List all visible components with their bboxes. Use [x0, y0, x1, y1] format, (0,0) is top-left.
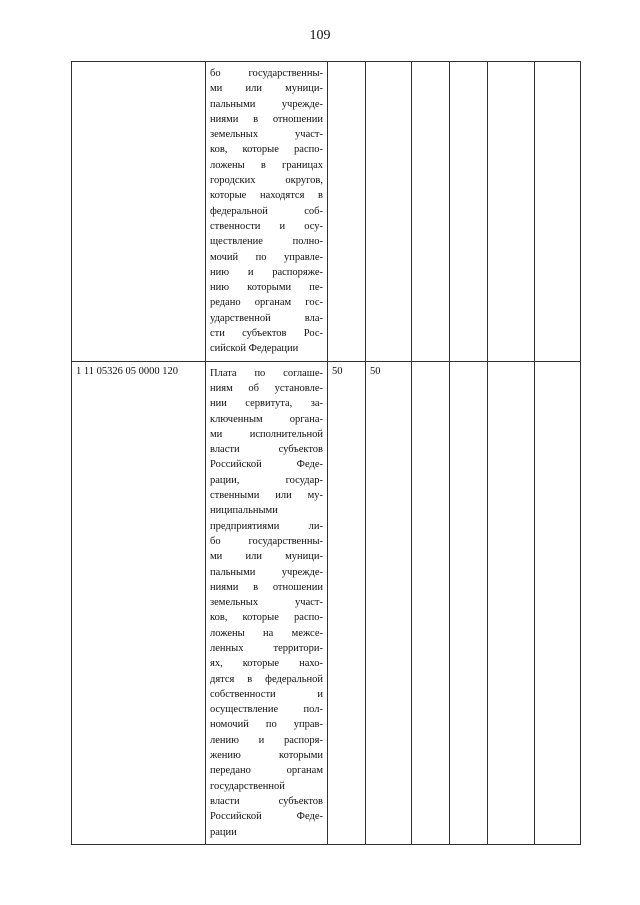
description-line: ях, которые нахо-	[210, 658, 323, 670]
description-line: предприятиями ли-	[210, 520, 323, 532]
description-line: нии сервитута, за-	[210, 398, 323, 410]
amount-cell	[328, 62, 366, 362]
description-line: ми или муници-	[210, 551, 323, 563]
description-line: мочий по управле-	[210, 251, 323, 263]
budget-code-cell: 1 11 05326 05 0000 120	[72, 361, 206, 844]
description-line: жению которыми	[210, 750, 323, 762]
description-line: власти субъектов	[210, 444, 323, 456]
description-line: нию и распоряже-	[210, 266, 323, 278]
description-line: ниями в отношении	[210, 581, 323, 593]
description-line: ниципальными	[210, 505, 278, 517]
amount-cell	[488, 361, 535, 844]
description-line: пальными учрежде-	[210, 98, 323, 110]
description-line: ниями в отношении	[210, 113, 323, 125]
description-line: номочий по управ-	[210, 719, 323, 731]
description-line: ниям об установле-	[210, 382, 323, 394]
amount-cell	[535, 62, 581, 362]
amount-cell: 50	[328, 361, 366, 844]
amount-cell	[450, 62, 488, 362]
description-line: ключенным органа-	[210, 413, 323, 425]
description-line: ложены на межсе-	[210, 627, 323, 639]
description-line: Плата по соглаше-	[210, 367, 323, 379]
description-line: Российской Феде-	[210, 459, 323, 471]
description-line: собственности и	[210, 688, 323, 700]
description-line: ударственной вла-	[210, 312, 323, 324]
amount-cell	[535, 361, 581, 844]
description-line: дятся в федеральной	[210, 673, 323, 685]
description-line: ков, которые распо-	[210, 612, 323, 624]
description-line: власти субъектов	[210, 795, 323, 807]
description-line: городских округов,	[210, 175, 323, 187]
amount-cell	[412, 62, 450, 362]
description-line: ществление полно-	[210, 236, 323, 248]
amount-cell	[488, 62, 535, 362]
description-line: ственности и осу-	[210, 220, 323, 232]
description-line: государственной	[210, 780, 285, 792]
description-line: ми исполнительной	[210, 428, 323, 440]
description-line: ственными или му-	[210, 490, 323, 502]
amount-cell: 50	[366, 361, 412, 844]
description-line: бо государственны-	[210, 68, 323, 79]
amount-cell	[412, 361, 450, 844]
description-line: лению и распоря-	[210, 734, 323, 746]
description-line: сти субъектов Рос-	[210, 328, 323, 340]
description-line: рации	[210, 826, 237, 838]
description-line: земельных участ-	[210, 129, 323, 141]
description-line: нию которыми пе-	[210, 282, 323, 294]
budget-table	[71, 61, 581, 845]
description-line: федеральной соб-	[210, 205, 323, 217]
description-line: которые находятся в	[210, 190, 323, 202]
description-line: осуществление пол-	[210, 704, 323, 716]
description-line: редано органам гос-	[210, 297, 323, 309]
budget-code-cell	[72, 62, 206, 362]
description-line: бо государственны-	[210, 535, 323, 547]
description-line: ми или муници-	[210, 83, 323, 95]
table-row	[72, 62, 581, 362]
description-line: передано органам	[210, 765, 323, 777]
description-cell	[206, 361, 328, 844]
table-row	[72, 361, 581, 844]
description-line: пальными учрежде-	[210, 566, 323, 578]
amount-cell	[450, 361, 488, 844]
page-number: 109	[309, 28, 331, 43]
description-cell	[206, 62, 328, 362]
description-line: Российской Феде-	[210, 811, 323, 823]
description-line: ложены в границах	[210, 159, 323, 171]
description-line: рации, государ-	[210, 474, 323, 486]
description-line: сийской Федерации	[210, 343, 299, 355]
description-line: ков, которые распо-	[210, 144, 323, 156]
amount-cell	[366, 62, 412, 362]
description-line: ленных территори-	[210, 642, 323, 654]
description-line: земельных участ-	[210, 597, 323, 609]
